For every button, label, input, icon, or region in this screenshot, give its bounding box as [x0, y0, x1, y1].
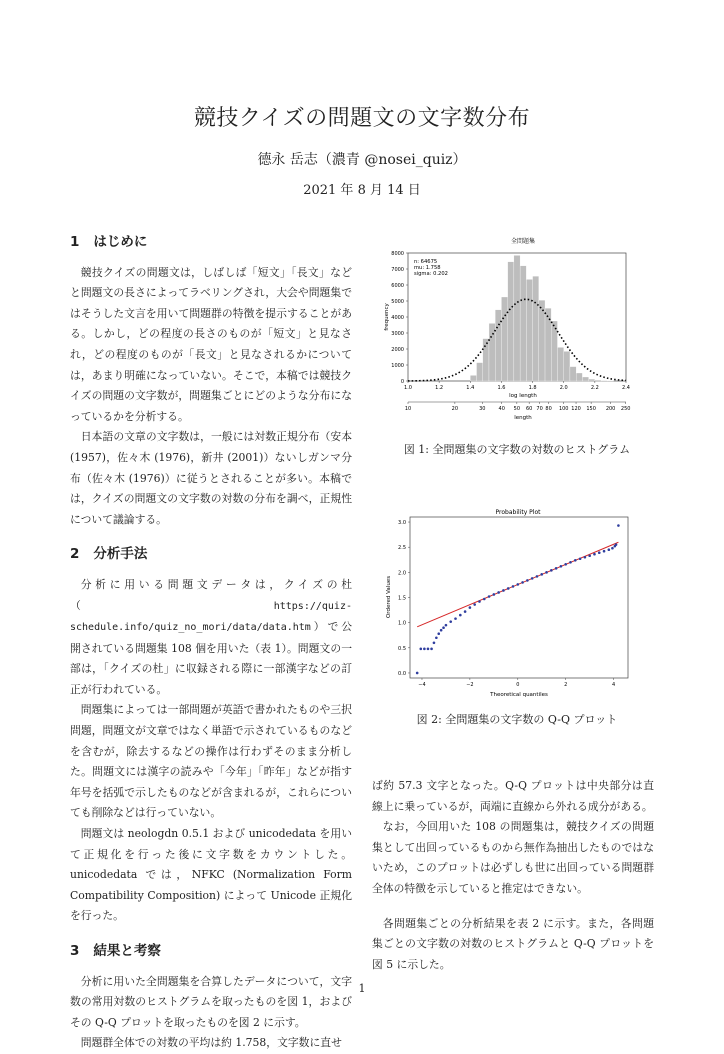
qq-point: [617, 524, 620, 527]
qq-point: [469, 606, 472, 609]
qq-plot-chart: [378, 505, 656, 701]
length-tick-label: 40: [499, 406, 505, 412]
qq-point: [478, 600, 481, 603]
histogram-bar: [539, 300, 545, 381]
figure-1: [378, 233, 656, 423]
y-axis-label: frequency: [384, 302, 390, 330]
qq-point: [517, 583, 520, 586]
section-title: 結果と考察: [93, 941, 161, 962]
qq-point: [526, 579, 529, 582]
qq-point: [560, 565, 563, 568]
qq-point: [507, 587, 510, 590]
histogram-bar: [483, 339, 489, 381]
histogram-bar: [508, 262, 514, 381]
qq-point: [521, 581, 524, 584]
y-tick-label: 5000: [391, 299, 404, 305]
length-tick-label: 10: [405, 406, 411, 412]
stat-sigma: sigma: 0.202: [414, 271, 448, 277]
paragraph: ば約 57.3 文字となった。Q-Q プロットは中央部分は直線上に乗っているが，両端に直線から外れる成分がある。: [372, 776, 654, 817]
paragraph: [70, 575, 352, 701]
length-tick-label: 80: [545, 406, 551, 412]
histogram-bar: [589, 379, 595, 381]
qq-point: [433, 641, 436, 644]
qq-point: [419, 648, 422, 651]
section-2-heading: [70, 544, 352, 565]
x-tick-label: 0: [516, 682, 519, 688]
x-tick-label: 2.4: [622, 385, 630, 391]
y-tick-label: 2000: [391, 347, 404, 353]
qq-point: [502, 589, 505, 592]
qq-point: [427, 648, 430, 651]
chart-title: Probability Plot: [496, 509, 542, 516]
paragraph: 各問題集ごとの分析結果を表 2 に示す。また，各問題集ごとの文字数の対数のヒストグラムと Q-Q プロットを図 5 に示した。: [372, 914, 654, 976]
paragraph: 日本語の文章の文字数は，一般には対数正規分布（安本 (1957)，佐々木 (1976)，新井 (2001)）ないしガンマ分布（佐々木 (1976)）に従うとされることが多い。本稿では，クイズの問題文の文字数の対数の分布を調べ，正規性について議論する。: [70, 427, 352, 530]
paragraph-text: ）で公開されている問題集 108 個を用いた（表 1）。問題文の一部は，「クイズの杜」に収録される際に一部漢字などの訂正が行われている。: [70, 620, 352, 696]
qq-point: [437, 632, 440, 635]
stat-n: n: 64675: [414, 259, 437, 265]
length-tick-label: 100: [559, 406, 569, 412]
paragraph: 問題文は neologdn 0.5.1 および unicodedata を用いて正規化を行った後に文字数をカウントした。unicodedata では，NFKC (Normalization Form Compatibility Composition) によって Unicode 正規化を行った。: [70, 824, 352, 927]
histogram-bar: [501, 297, 507, 381]
length-tick-label: 60: [526, 406, 532, 412]
y-tick-label: 2.5: [398, 545, 406, 551]
histogram-bar: [526, 279, 532, 381]
y-tick-label: 0: [401, 379, 404, 385]
y-tick-label: 1.0: [398, 621, 406, 627]
length-tick-label: 50: [514, 406, 520, 412]
y-tick-label: 7000: [391, 267, 404, 273]
qq-point: [540, 573, 543, 576]
chart-title: 全問題集: [511, 237, 535, 245]
figure-2-caption: 図 2: 全問題集の文字数の Q-Q プロット: [372, 711, 662, 727]
y-tick-label: 1000: [391, 363, 404, 369]
data-url-link[interactable]: https://quiz-schedule.info/quiz_no_mori/data/data.htm: [70, 601, 352, 634]
y-tick-label: 0.5: [398, 646, 406, 652]
histogram-bar: [576, 373, 582, 381]
figure-2: [378, 505, 656, 701]
left-column: [70, 232, 352, 1054]
histogram-bar: [514, 255, 520, 381]
histogram-chart: [378, 233, 656, 423]
qq-point: [416, 672, 419, 675]
histogram-bar: [489, 323, 495, 381]
section-title: 分析手法: [93, 544, 147, 565]
qq-point: [569, 561, 572, 564]
right-column: [372, 776, 654, 975]
secondary-axis-label: length: [514, 415, 532, 421]
qq-point: [442, 626, 445, 629]
qq-point: [593, 553, 596, 556]
histogram-bar: [470, 375, 476, 381]
paragraph: 競技クイズの問題文は，しばしば「短文」「長文」などと問題文の長さによってラベリングされ，大会や問題集ではそうした文言を用いて問題群の特徴を提示することがある。しかし，どの程度の長さのものが「短文」と見なされ，どの程度のものが「長文」と見なされるかについては，あまり明確になっていない。そこで，本稿では競技クイズの問題の文字数が，問題集ごとにどのような分布になっているかを分析する。: [70, 263, 352, 428]
x-tick-label: 1.0: [404, 385, 412, 391]
histogram-bar: [477, 363, 483, 381]
qq-point: [512, 585, 515, 588]
histogram-bar: [495, 310, 501, 381]
y-tick-label: 3.0: [398, 520, 406, 526]
qq-point: [440, 629, 443, 632]
paragraph: 分析に用いた全問題集を合算したデータについて，文字数の常用対数のヒストグラムを取ったものを図 1，およびその Q-Q プロットを取ったものを図 2 に示す。: [70, 972, 352, 1034]
paragraph: 問題群全体での対数の平均は約 1.758，文字数に直せ: [70, 1033, 352, 1054]
x-tick-label: 4: [612, 682, 615, 688]
histogram-bar: [520, 266, 526, 381]
paper-title: 競技クイズの問題文の文字数分布: [0, 101, 724, 132]
length-tick-label: 120: [571, 406, 581, 412]
x-axis-label: Theoretical quantiles: [489, 692, 548, 698]
histogram-bar: [551, 321, 557, 381]
y-tick-label: 1.5: [398, 596, 406, 602]
qq-point: [598, 551, 601, 554]
section-title: はじめに: [93, 232, 147, 253]
x-tick-label: −4: [418, 682, 425, 688]
y-tick-label: 4000: [391, 315, 404, 321]
qq-point: [464, 610, 467, 613]
qq-point: [488, 595, 491, 598]
histogram-bar: [533, 276, 539, 381]
histogram-bar: [595, 380, 601, 381]
plot-frame: [410, 517, 628, 678]
section-number: 2: [70, 544, 79, 565]
date-line: 2021 年 8 月 14 日: [0, 179, 724, 198]
x-tick-label: 1.2: [435, 385, 443, 391]
qq-point: [579, 557, 582, 560]
qq-point: [531, 577, 534, 580]
x-tick-label: 1.6: [497, 385, 505, 391]
section-3-heading: [70, 941, 352, 962]
y-tick-label: 8000: [391, 251, 404, 257]
qq-point: [497, 591, 500, 594]
y-tick-label: 0.0: [398, 671, 406, 677]
paragraph: なお，今回用いた 108 の問題集は，競技クイズの問題集として出回っているものから無作為抽出したものではないため，このプロットは必ずしも世に出回っている問題群全体の特徴を示していると推定はできない。: [372, 817, 654, 899]
paragraph-text: 分析に用いる問題文データは，クイズの杜（: [70, 578, 352, 612]
y-tick-label: 6000: [391, 283, 404, 289]
qq-point: [454, 617, 457, 620]
histogram-bar: [570, 367, 576, 381]
x-tick-label: 1.8: [529, 385, 537, 391]
author-line: 德永 岳志（濃青 @nosei_quiz）: [0, 149, 724, 169]
qq-point: [611, 547, 614, 550]
section-1-heading: [70, 232, 352, 253]
stat-mu: mu: 1.758: [414, 265, 441, 271]
length-tick-label: 250: [621, 406, 631, 412]
section-number: 3: [70, 941, 79, 962]
paragraph: 問題集によっては一部問題が英語で書かれたものや三択問題，問題文が文章ではなく単語で示されているものなどを含むが，除去するなどの操作は行わずそのまま分析した。問題文には漢字の読みや「今年」「昨年」などが指す年号を括弧で示したものなどが含まれるが，これらについても削除などは行っていない。: [70, 700, 352, 824]
qq-point: [483, 598, 486, 601]
x-tick-label: 2.2: [591, 385, 599, 391]
qq-point: [588, 554, 591, 557]
length-tick-label: 70: [536, 406, 542, 412]
qq-point: [564, 563, 567, 566]
y-axis-label: Ordered Values: [386, 576, 392, 618]
qq-point: [574, 559, 577, 562]
x-tick-label: −2: [466, 682, 473, 688]
qq-point: [603, 550, 606, 553]
page-number: 1: [0, 982, 724, 995]
length-tick-label: 200: [606, 406, 616, 412]
histogram-bar: [557, 347, 563, 381]
x-tick-label: 2.0: [560, 385, 568, 391]
length-tick-label: 30: [479, 406, 485, 412]
histogram-bar: [564, 351, 570, 381]
qq-point: [423, 648, 426, 651]
histogram-bar: [582, 377, 588, 381]
qq-point: [550, 569, 553, 572]
figure-1-caption: 図 1: 全問題集の文字数の対数のヒストグラム: [372, 441, 662, 457]
qq-point: [615, 543, 618, 546]
qq-point: [449, 620, 452, 623]
qq-point: [493, 593, 496, 596]
y-tick-label: 3000: [391, 331, 404, 337]
section-number: 1: [70, 232, 79, 253]
qq-point: [435, 636, 438, 639]
qq-point: [473, 603, 476, 606]
qq-point: [445, 624, 448, 627]
qq-point: [555, 567, 558, 570]
qq-point: [459, 614, 462, 617]
x-axis-label: log length: [509, 393, 537, 399]
length-tick-label: 150: [586, 406, 596, 412]
x-tick-label: 2: [564, 682, 567, 688]
length-tick-label: 20: [452, 406, 458, 412]
x-tick-label: 1.4: [466, 385, 474, 391]
qq-point: [430, 648, 433, 651]
qq-point: [536, 575, 539, 578]
qq-point: [608, 548, 611, 551]
qq-point: [584, 556, 587, 559]
y-tick-label: 2.0: [398, 570, 406, 576]
qq-point: [545, 571, 548, 574]
